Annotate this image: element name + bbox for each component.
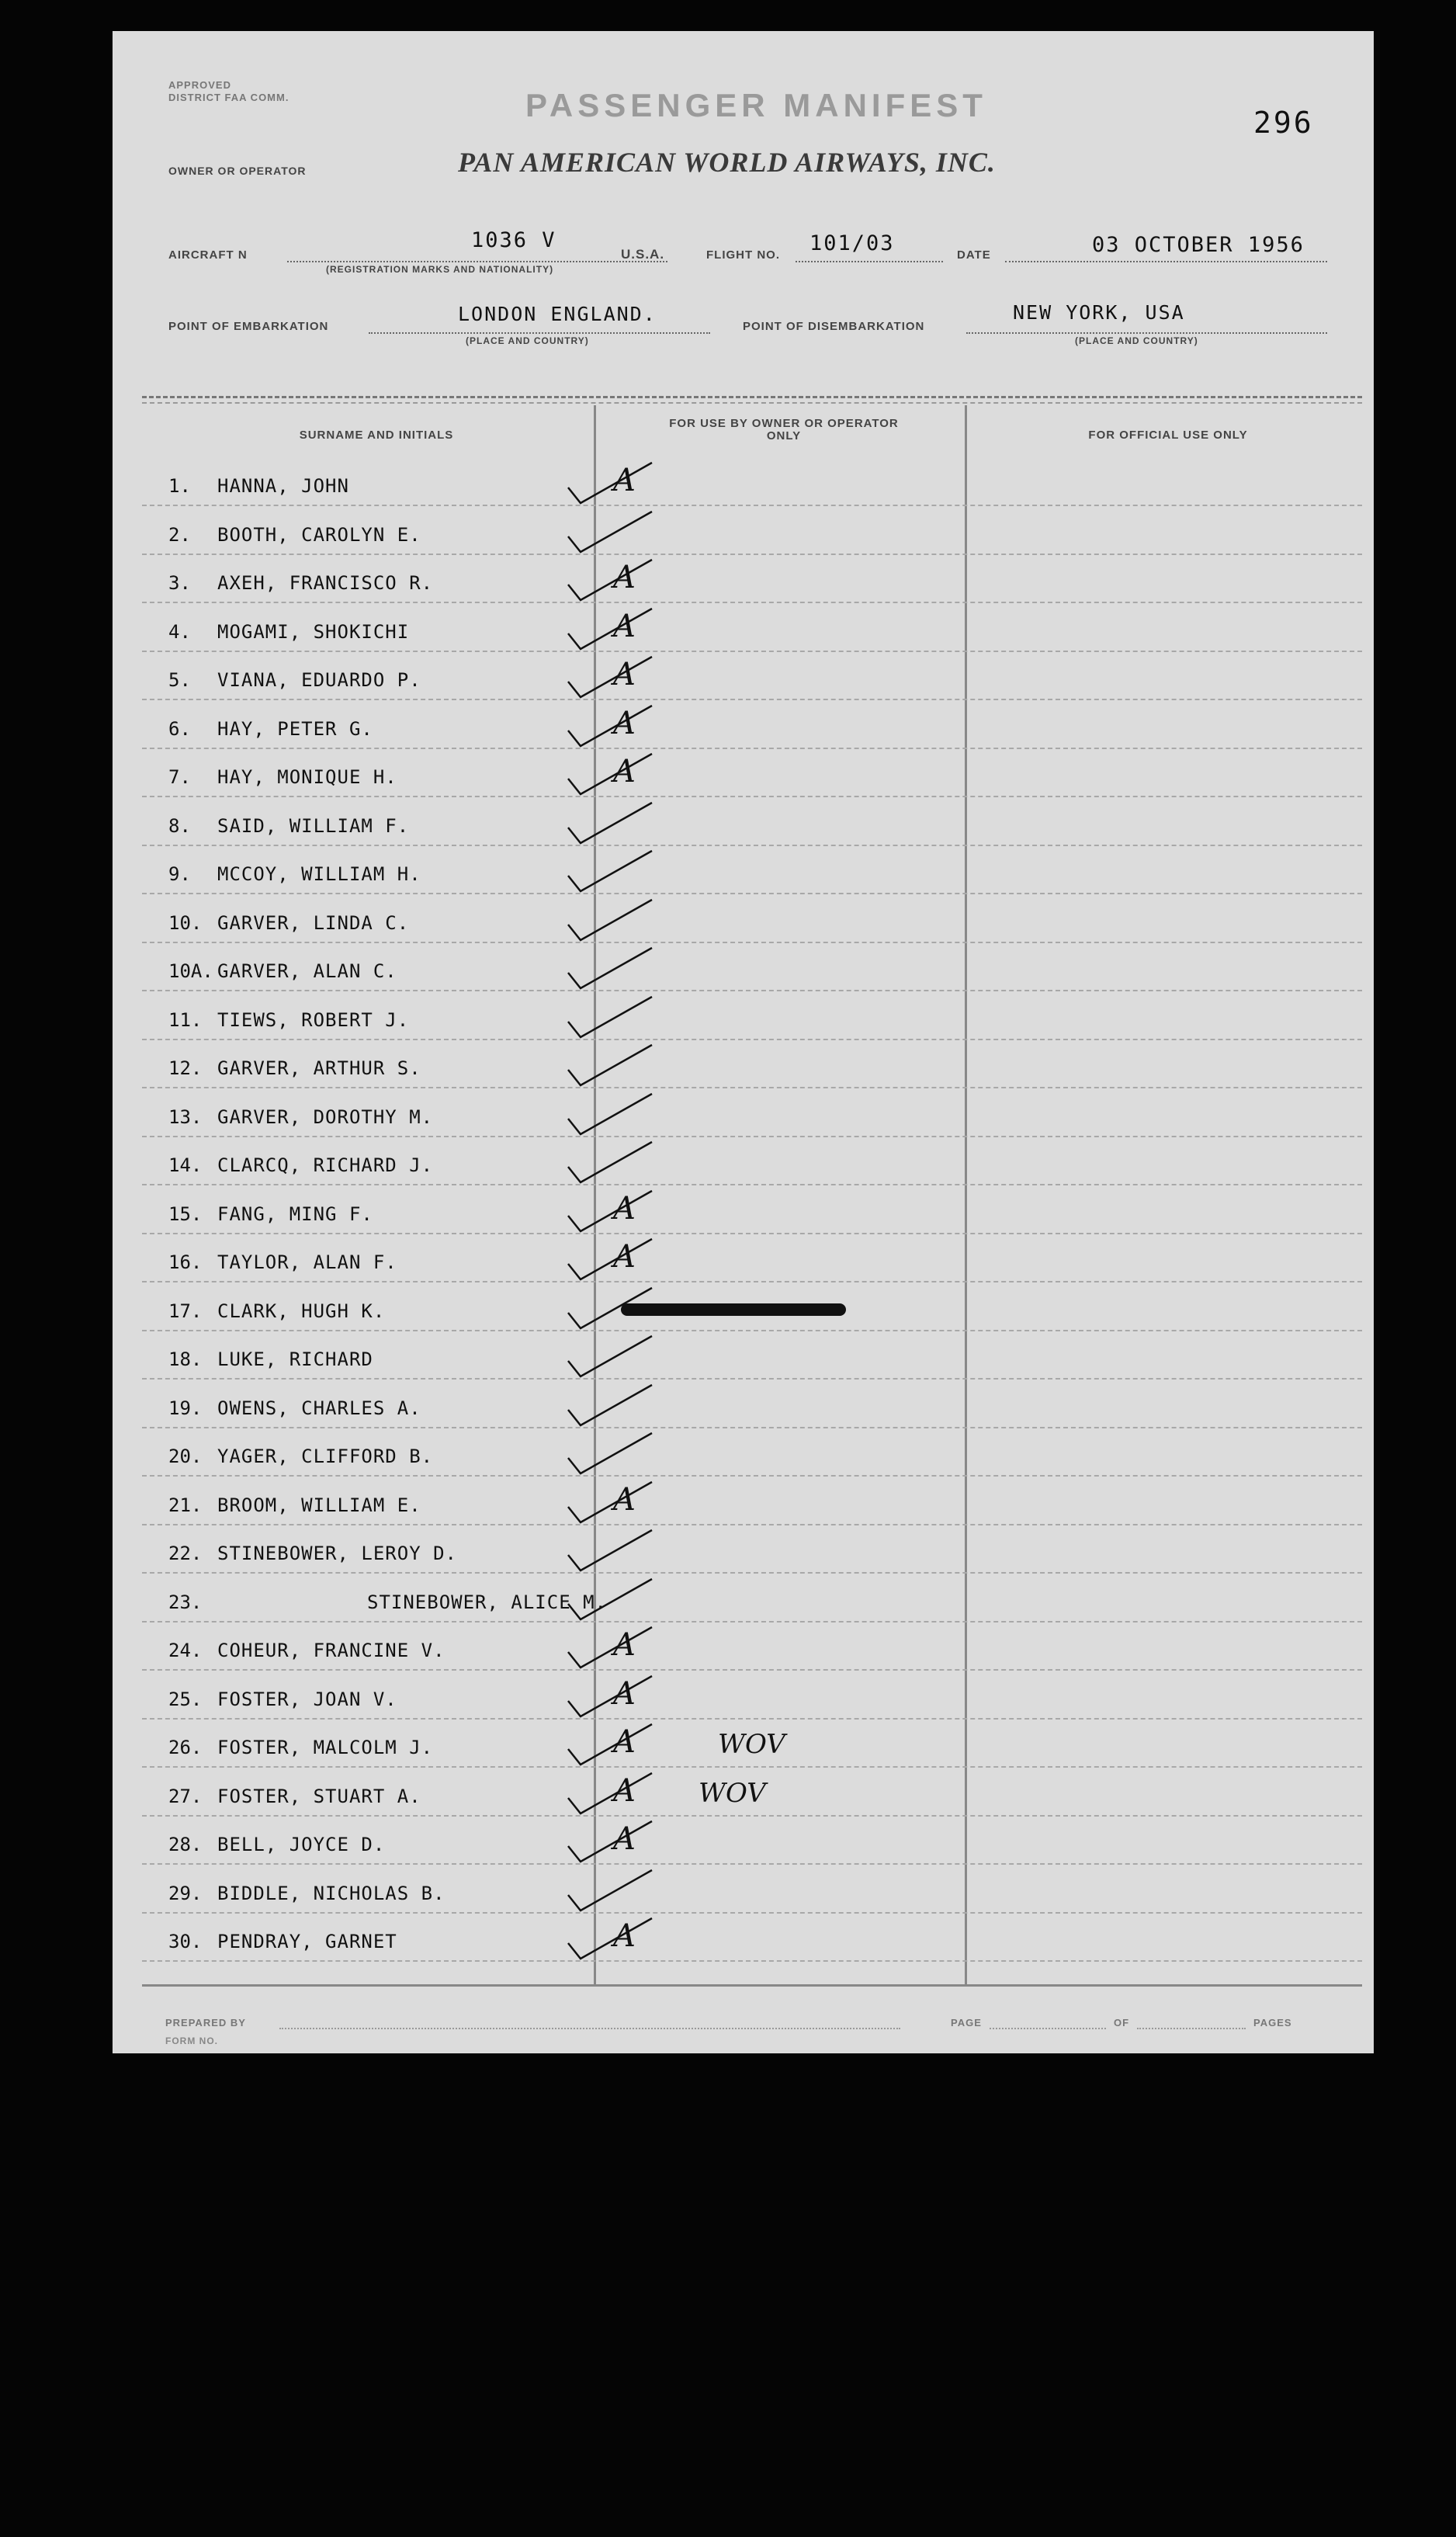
of-label: OF bbox=[1114, 2017, 1130, 2029]
passenger-name: COHEUR, FRANCINE V. bbox=[217, 1640, 445, 1661]
passenger-number: 21. bbox=[168, 1494, 203, 1516]
passenger-number: 28. bbox=[168, 1834, 203, 1855]
col-head-surname: SURNAME AND INITIALS bbox=[299, 429, 454, 442]
passenger-name: STINEBOWER, ALICE M. bbox=[367, 1591, 607, 1613]
row-divider bbox=[142, 1427, 1362, 1428]
checkmark-icon bbox=[559, 798, 667, 852]
passenger-mark: A bbox=[613, 657, 636, 692]
row-divider bbox=[142, 1136, 1362, 1137]
passenger-number: 11. bbox=[168, 1008, 203, 1031]
checkmark-icon bbox=[559, 943, 667, 998]
passenger-name: FOSTER, MALCOLM J. bbox=[217, 1737, 434, 1758]
passenger-number: 3. bbox=[168, 572, 191, 594]
passenger-number: 16. bbox=[168, 1251, 203, 1273]
passenger-name: GARVER, DOROTHY M. bbox=[217, 1105, 434, 1128]
passenger-name: HAY, PETER G. bbox=[217, 717, 373, 740]
passenger-note: WOV bbox=[699, 1777, 766, 1809]
row-divider bbox=[142, 1233, 1362, 1234]
row-divider bbox=[142, 1669, 1362, 1671]
checkmark-icon bbox=[559, 1574, 667, 1629]
passenger-name: CLARK, HUGH K. bbox=[217, 1300, 386, 1322]
passenger-mark: A bbox=[613, 608, 636, 644]
aircraft-label: AIRCRAFT N bbox=[168, 248, 248, 262]
checkmark-icon bbox=[559, 1865, 667, 1920]
passenger-name: TAYLOR, ALAN F. bbox=[217, 1251, 397, 1273]
passenger-number: 1. bbox=[168, 475, 191, 497]
passenger-mark: A bbox=[613, 705, 636, 741]
checkmark-icon bbox=[559, 1089, 667, 1144]
passenger-number: 8. bbox=[168, 814, 191, 837]
passenger-number: 7. bbox=[168, 766, 191, 788]
row-divider bbox=[142, 748, 1362, 749]
row-divider bbox=[142, 1330, 1362, 1331]
passenger-name: VIANA, EDUARDO P. bbox=[217, 669, 421, 691]
disembark-caption: (PLACE AND COUNTRY) bbox=[1075, 335, 1198, 346]
passenger-number: 18. bbox=[168, 1348, 203, 1370]
passenger-name: YAGER, CLIFFORD B. bbox=[217, 1446, 434, 1467]
passenger-mark: A bbox=[613, 1724, 636, 1760]
row-divider bbox=[142, 1572, 1362, 1574]
passenger-mark: A bbox=[613, 560, 636, 595]
row-divider bbox=[142, 1863, 1362, 1865]
row-divider bbox=[142, 554, 1362, 555]
owner-label: OWNER OR OPERATOR bbox=[168, 165, 307, 177]
passenger-mark: A bbox=[613, 1481, 636, 1518]
checkmark-icon bbox=[559, 1380, 667, 1435]
passenger-number: 2. bbox=[168, 523, 191, 546]
passenger-number: 30. bbox=[168, 1931, 203, 1952]
checkmark-icon bbox=[559, 1137, 667, 1192]
row-divider bbox=[142, 845, 1362, 846]
form-number: FORM NO. bbox=[165, 2036, 218, 2046]
aircraft-caption: (REGISTRATION MARKS AND NATIONALITY) bbox=[326, 264, 554, 275]
row-divider bbox=[142, 1621, 1362, 1622]
row-divider bbox=[142, 1378, 1362, 1380]
embark-caption: (PLACE AND COUNTRY) bbox=[466, 335, 589, 346]
row-divider bbox=[142, 990, 1362, 991]
passenger-mark: A bbox=[613, 1918, 636, 1954]
passenger-name: MOGAMI, SHOKICHI bbox=[217, 620, 410, 643]
manifest-sheet bbox=[113, 31, 1374, 2053]
redaction-scribble bbox=[621, 1303, 846, 1316]
row-divider bbox=[142, 796, 1362, 797]
passenger-name: GARVER, LINDA C. bbox=[217, 911, 410, 934]
passenger-number: 15. bbox=[168, 1203, 203, 1225]
date-label: DATE bbox=[957, 248, 991, 262]
passenger-name: FOSTER, STUART A. bbox=[217, 1785, 421, 1807]
row-divider bbox=[142, 1960, 1362, 1962]
row-divider bbox=[142, 1475, 1362, 1477]
row-divider bbox=[142, 1524, 1362, 1525]
passenger-mark: A bbox=[613, 1772, 636, 1809]
passenger-name: FANG, MING F. bbox=[217, 1203, 373, 1225]
checkmark-icon bbox=[559, 846, 667, 901]
passenger-name: LUKE, RICHARD bbox=[217, 1348, 373, 1370]
row-divider bbox=[142, 1766, 1362, 1768]
col-head-owner: FOR USE BY OWNER OR OPERATOR ONLY bbox=[669, 417, 899, 442]
row-divider bbox=[142, 1087, 1362, 1088]
passenger-note: WOV bbox=[718, 1729, 785, 1760]
nationality: U.S.A. bbox=[621, 247, 665, 262]
row-divider bbox=[142, 1039, 1362, 1040]
row-divider bbox=[142, 1184, 1362, 1185]
checkmark-icon bbox=[559, 992, 667, 1046]
passenger-name: GARVER, ALAN C. bbox=[217, 960, 397, 982]
checkmark-icon bbox=[559, 1331, 667, 1386]
checkmark-icon bbox=[559, 1428, 667, 1483]
passenger-mark: A bbox=[613, 1821, 636, 1857]
row-divider bbox=[142, 505, 1362, 506]
passenger-number: 22. bbox=[168, 1543, 203, 1564]
passenger-number: 24. bbox=[168, 1640, 203, 1661]
row-divider bbox=[142, 942, 1362, 943]
checkmark-icon bbox=[559, 895, 667, 949]
row-divider bbox=[142, 1718, 1362, 1720]
passenger-number: 14. bbox=[168, 1154, 203, 1176]
passenger-mark: A bbox=[613, 1190, 636, 1227]
row-divider bbox=[142, 699, 1362, 700]
passenger-name: CLARCQ, RICHARD J. bbox=[217, 1154, 434, 1176]
passenger-name: SAID, WILLIAM F. bbox=[217, 814, 410, 837]
passenger-number: 12. bbox=[168, 1057, 203, 1079]
row-divider bbox=[142, 602, 1362, 603]
page-label: PAGE bbox=[951, 2017, 982, 2029]
date-value: 03 OCTOBER 1956 bbox=[1092, 233, 1305, 257]
passenger-number: 13. bbox=[168, 1105, 203, 1128]
operator-name: PAN AMERICAN WORLD AIRWAYS, INC. bbox=[458, 147, 996, 178]
checkmark-icon bbox=[559, 1040, 667, 1095]
passenger-mark: A bbox=[613, 1627, 636, 1663]
passenger-name: BIDDLE, NICHOLAS B. bbox=[217, 1882, 445, 1904]
pages-label: PAGES bbox=[1253, 2017, 1292, 2029]
passenger-number: 6. bbox=[168, 717, 191, 740]
passenger-name: TIEWS, ROBERT J. bbox=[217, 1008, 410, 1031]
passenger-mark: A bbox=[613, 1675, 636, 1712]
checkmark-icon bbox=[559, 507, 667, 561]
disembark-label: POINT OF DISEMBARKATION bbox=[743, 320, 925, 333]
page-title: PASSENGER MANIFEST bbox=[525, 87, 987, 123]
passenger-mark: A bbox=[613, 463, 636, 498]
checkmark-icon bbox=[559, 1525, 667, 1580]
passenger-number: 26. bbox=[168, 1737, 203, 1758]
passenger-number: 25. bbox=[168, 1688, 203, 1710]
passenger-number: 23. bbox=[168, 1591, 203, 1613]
passenger-name: HAY, MONIQUE H. bbox=[217, 766, 397, 788]
passenger-number: 10A. bbox=[168, 960, 213, 982]
passenger-number: 27. bbox=[168, 1785, 203, 1807]
passenger-name: OWENS, CHARLES A. bbox=[217, 1397, 421, 1419]
passenger-name: PENDRAY, GARNET bbox=[217, 1931, 397, 1952]
embark-label: POINT OF EMBARKATION bbox=[168, 320, 329, 333]
row-divider bbox=[142, 893, 1362, 894]
passenger-name: BELL, JOYCE D. bbox=[217, 1834, 386, 1855]
passenger-mark: A bbox=[613, 1239, 636, 1275]
passenger-name: STINEBOWER, LEROY D. bbox=[217, 1543, 457, 1564]
embark-value: LONDON ENGLAND. bbox=[458, 303, 657, 325]
aircraft-value: 1036 V bbox=[471, 228, 556, 252]
row-divider bbox=[142, 651, 1362, 652]
passenger-number: 5. bbox=[168, 669, 191, 691]
passenger-name: HANNA, JOHN bbox=[217, 475, 349, 497]
passenger-name: BOOTH, CAROLYN E. bbox=[217, 523, 421, 546]
row-divider bbox=[142, 1912, 1362, 1914]
row-divider bbox=[142, 1815, 1362, 1817]
passenger-number: 10. bbox=[168, 911, 203, 934]
prepared-label: PREPARED BY bbox=[165, 2017, 246, 2029]
passenger-number: 4. bbox=[168, 620, 191, 643]
row-divider bbox=[142, 1281, 1362, 1282]
passenger-name: FOSTER, JOAN V. bbox=[217, 1688, 397, 1710]
passenger-mark: A bbox=[613, 754, 636, 790]
flight-value: 101/03 bbox=[809, 231, 895, 255]
approved-sub: DISTRICT FAA COMM. bbox=[168, 92, 289, 103]
passenger-number: 29. bbox=[168, 1882, 203, 1904]
passenger-number: 17. bbox=[168, 1300, 203, 1322]
disembark-value: NEW YORK, USA bbox=[1013, 301, 1185, 324]
passenger-name: AXEH, FRANCISCO R. bbox=[217, 572, 434, 594]
col-head-official: FOR OFFICIAL USE ONLY bbox=[1088, 429, 1248, 442]
passenger-name: BROOM, WILLIAM E. bbox=[217, 1494, 421, 1516]
passenger-number: 20. bbox=[168, 1446, 203, 1467]
passenger-number: 19. bbox=[168, 1397, 203, 1419]
passenger-name: GARVER, ARTHUR S. bbox=[217, 1057, 421, 1079]
page-number: 296 bbox=[1253, 106, 1314, 140]
approved-label: APPROVED bbox=[168, 79, 231, 91]
flight-label: FLIGHT NO. bbox=[706, 248, 780, 262]
passenger-name: MCCOY, WILLIAM H. bbox=[217, 863, 421, 885]
passenger-number: 9. bbox=[168, 863, 191, 885]
